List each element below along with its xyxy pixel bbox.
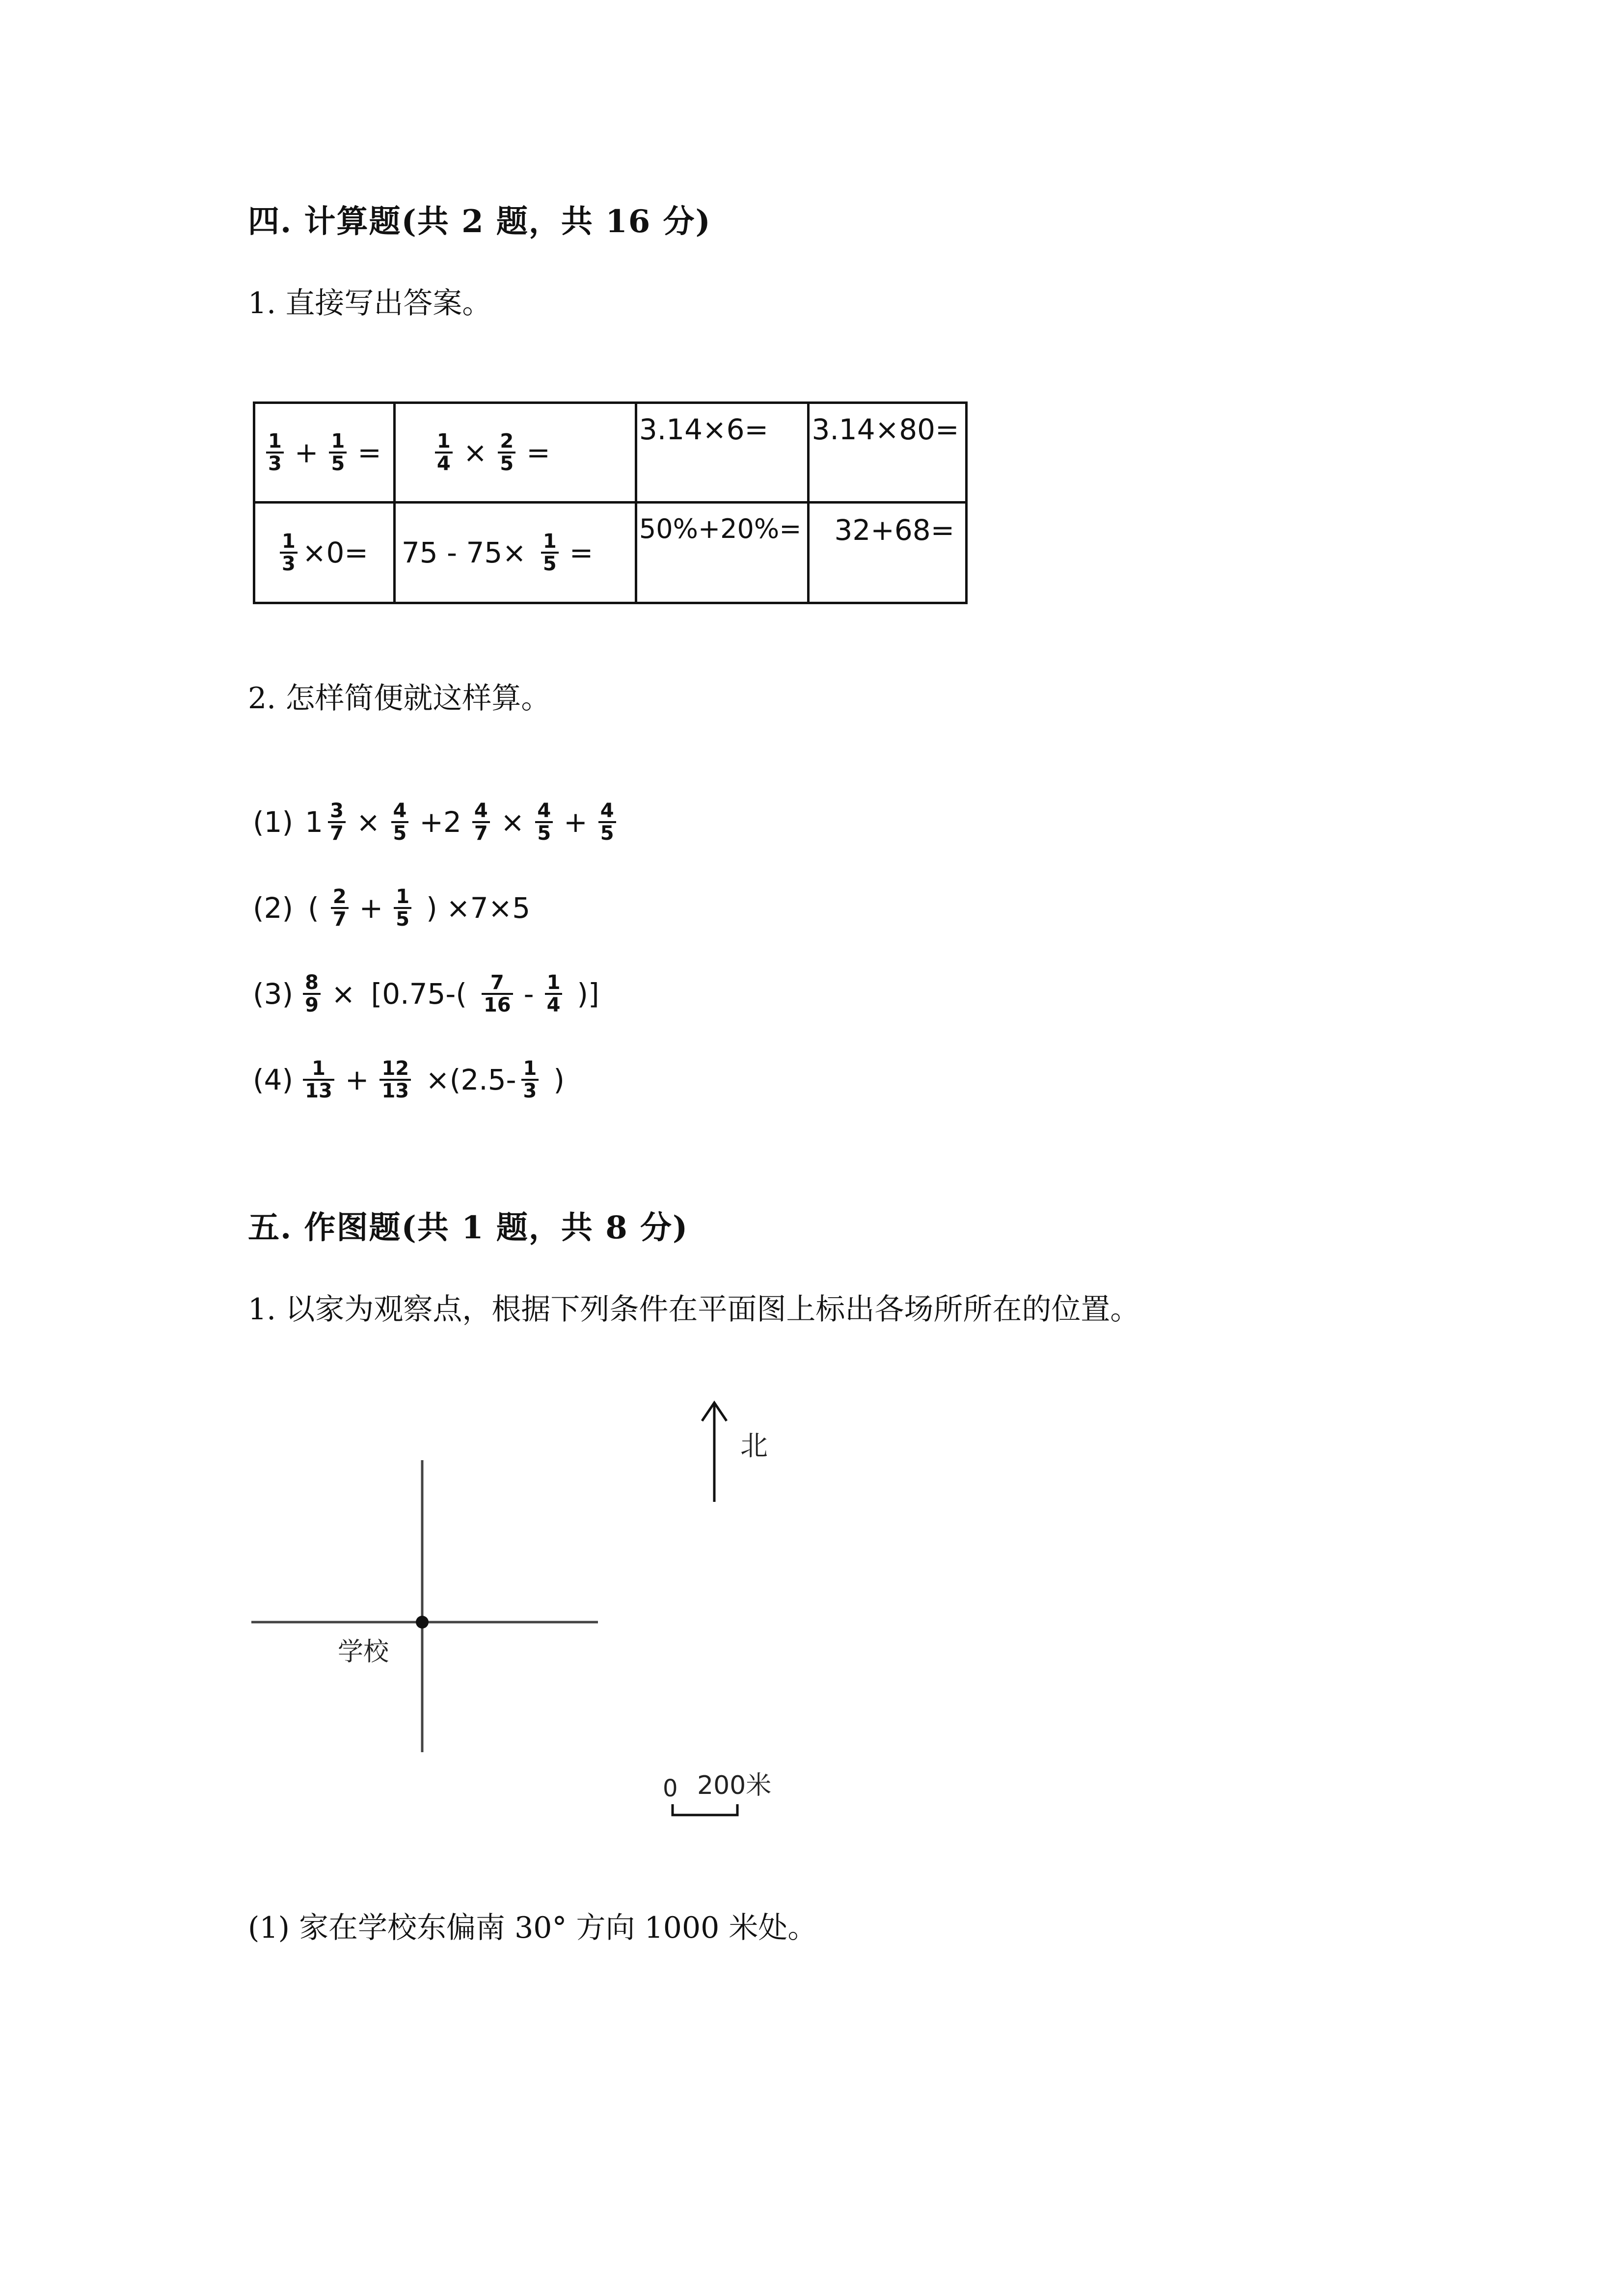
denominator: 5 (598, 821, 616, 844)
denominator: 5 (535, 821, 553, 844)
numerator: 1 (331, 430, 345, 453)
denominator: 7 (331, 907, 349, 930)
table-cell: 50%+20%= (636, 503, 809, 603)
numerator: 4 (537, 800, 551, 822)
numerator: 1 (542, 530, 557, 553)
numerator: 2 (500, 430, 514, 453)
denominator: 3 (280, 552, 298, 574)
operator: + (359, 891, 383, 925)
expression-tail: ) (553, 1063, 565, 1096)
numerator: 1 (396, 885, 410, 908)
sub-question-1: (1) 家在学校东偏南 30° 方向 1000 米处。 (248, 1911, 817, 1945)
denominator: 16 (482, 993, 513, 1015)
north-label: 北 (740, 1430, 768, 1462)
numerator: 4 (474, 800, 488, 822)
expression-tail: )] (577, 977, 599, 1011)
numerator: 12 (381, 1057, 409, 1080)
expression-middle: ×(2.5- (426, 1063, 516, 1096)
denominator: 13 (379, 1079, 411, 1101)
operator: × (463, 436, 487, 469)
operator: × (331, 977, 355, 1011)
operator: × (356, 805, 380, 839)
denominator: 3 (266, 452, 284, 474)
paren-open: ( (308, 891, 319, 925)
operator: × (500, 805, 525, 839)
denominator: 5 (391, 821, 409, 844)
numerator: 1 (523, 1057, 537, 1080)
school-label: 学校 (338, 1637, 389, 1667)
numerator: 4 (393, 800, 407, 822)
operator: + (294, 436, 319, 469)
denominator: 4 (435, 452, 453, 474)
numerator: 3 (330, 800, 344, 822)
numerator: 8 (305, 971, 319, 994)
equals-sign: = (526, 436, 550, 469)
scale-zero-label: 0 (663, 1775, 678, 1802)
denominator: 7 (328, 821, 346, 844)
expression-label: (1) (253, 805, 294, 839)
operator: + (345, 1063, 369, 1096)
numerator: 1 (282, 530, 296, 553)
table-cell: 3.14×6= (636, 403, 809, 503)
whole-number: 1 (305, 805, 324, 839)
cell-text: ×0= (302, 536, 368, 569)
expression-tail: ) ×7×5 (426, 891, 531, 925)
table-cell: 32+68= (809, 503, 966, 603)
denominator: 5 (329, 452, 347, 474)
numerator: 1 (268, 430, 282, 453)
equals-sign: = (357, 436, 381, 469)
expression-label: (4) (253, 1063, 294, 1096)
operator: + (564, 805, 588, 839)
numerator: 4 (600, 800, 614, 822)
denominator: 5 (394, 907, 411, 930)
school-point (416, 1616, 429, 1629)
denominator: 5 (498, 452, 515, 474)
cell-text: 75 - 75× (401, 536, 526, 569)
operator: - (523, 977, 534, 1011)
equals-sign: = (569, 536, 594, 569)
section-4-title: 四. 计算题(共 2 题，共 16 分) (248, 203, 711, 240)
numerator: 1 (312, 1057, 325, 1080)
question-5-1-prompt: 1. 以家为观察点，根据下列条件在平面图上标出各场所所在的位置。 (248, 1292, 1140, 1327)
denominator: 3 (521, 1079, 539, 1101)
denominator: 9 (303, 993, 321, 1015)
expression-label: (2) (253, 891, 294, 925)
scale-distance-label: 200米 (697, 1771, 772, 1800)
denominator: 7 (472, 821, 490, 844)
question-2-prompt: 2. 怎样简便就这样算。 (248, 681, 551, 716)
question-1-prompt: 1. 直接写出答案。 (248, 286, 492, 320)
numerator: 1 (436, 430, 451, 453)
numerator: 7 (490, 971, 504, 994)
table-cell: 3.14×80= (809, 403, 966, 503)
denominator: 13 (303, 1079, 334, 1101)
denominator: 5 (541, 552, 559, 574)
scale-bar (673, 1804, 737, 1815)
numerator: 1 (546, 971, 561, 994)
operator: +2 (419, 805, 461, 839)
expression-middle: [0.75-( (371, 977, 467, 1011)
denominator: 4 (545, 993, 563, 1015)
numerator: 2 (332, 885, 347, 908)
expression-label: (3) (253, 977, 294, 1011)
north-arrow-icon (702, 1403, 727, 1502)
section-5-title: 五. 作图题(共 1 题，共 8 分) (248, 1209, 689, 1246)
